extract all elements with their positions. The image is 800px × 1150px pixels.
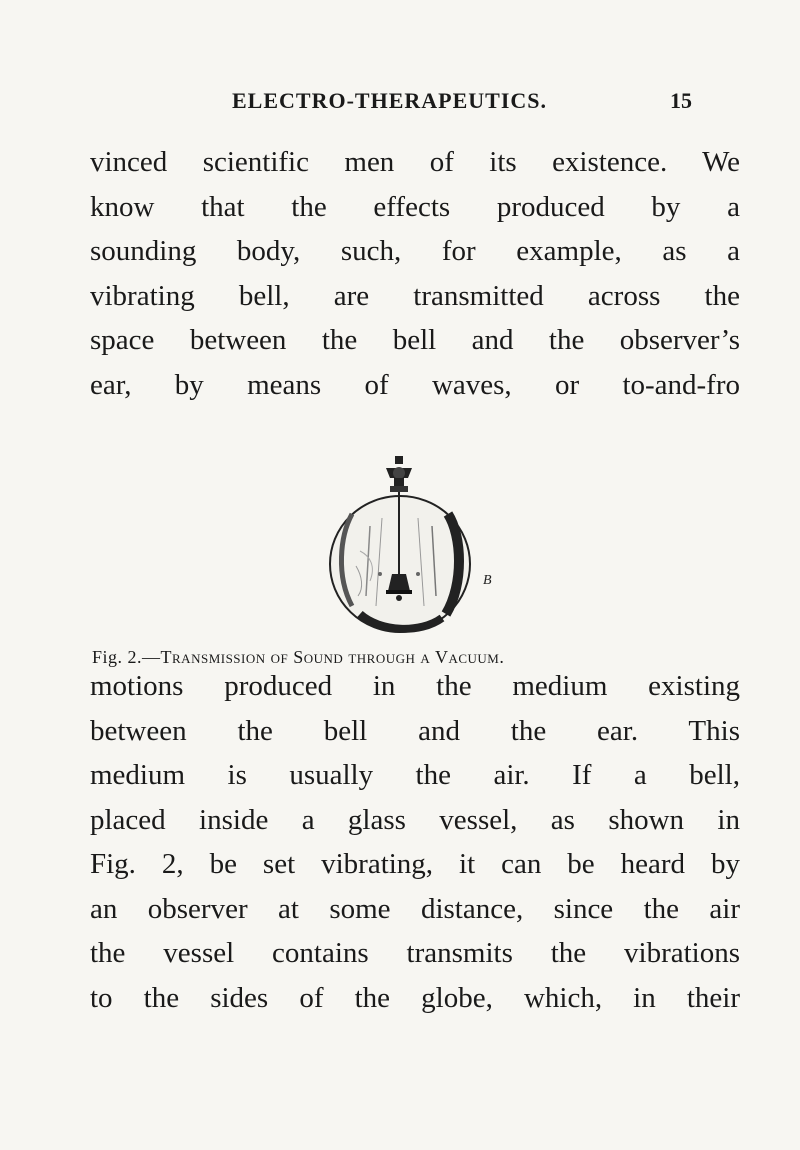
stopcock-icon bbox=[386, 456, 412, 492]
text-line: the vessel contains transmits the vibrations bbox=[90, 937, 740, 969]
figure-label-b: B bbox=[483, 573, 492, 588]
paragraph-bottom bbox=[90, 664, 740, 1020]
text-line: medium is usually the air. If a bell, bbox=[90, 759, 740, 791]
text-line: an observer at some distance, since the air bbox=[90, 892, 740, 925]
text-line: motions produced in the medium existing bbox=[90, 670, 740, 702]
text-line: vibrating bell, are transmitted across the bbox=[90, 279, 740, 312]
running-title: ELECTRO-THERAPEUTICS. bbox=[232, 88, 548, 113]
text-line: sounding body, such, for example, as a bbox=[90, 235, 740, 267]
text-line: Fig. 2, be set vibrating, it can be heard by bbox=[90, 848, 740, 880]
page-number: 15 bbox=[670, 88, 692, 113]
caption-text: —Transmission of Sound through a Vacuum. bbox=[142, 647, 505, 667]
caption-prefix: Fig. 2. bbox=[92, 647, 143, 667]
text-line: between the bell and the ear. This bbox=[90, 714, 740, 747]
paragraph-top bbox=[90, 140, 740, 407]
text-line: placed inside a glass vessel, as shown in bbox=[90, 803, 740, 836]
text-line: ear, by means of waves, or to-and-fro bbox=[90, 368, 740, 401]
text-line: to the sides of the globe, which, in their bbox=[90, 981, 740, 1014]
text-line: know that the effects produced by a bbox=[90, 190, 740, 223]
text-line: space between the bell and the observer’s bbox=[90, 324, 740, 356]
bell-in-vacuum-illustration bbox=[300, 456, 500, 641]
text-line: vinced scientific men of its existence. We bbox=[90, 146, 740, 178]
